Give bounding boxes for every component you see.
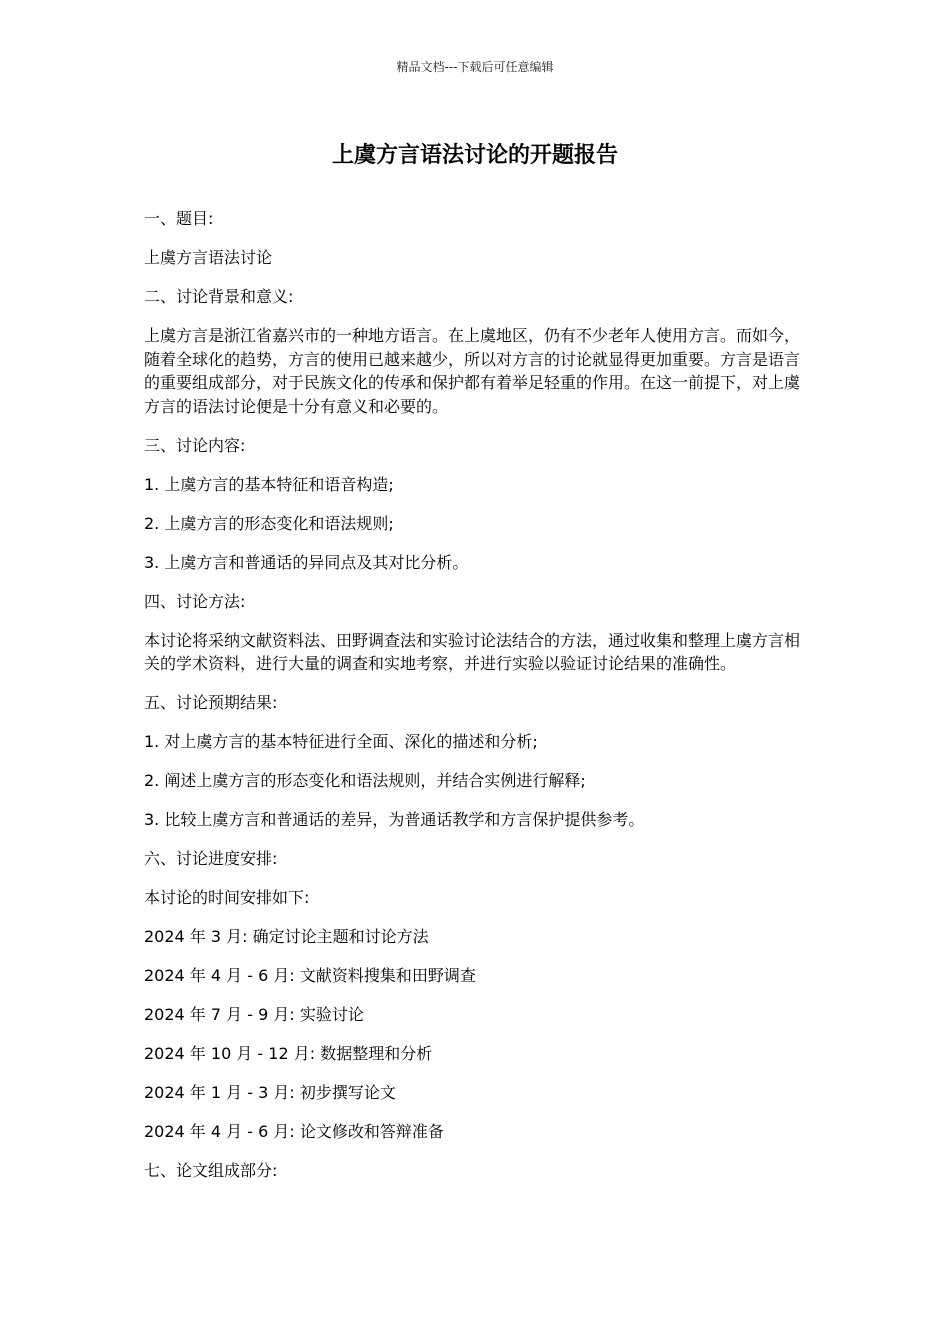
content-item: 2. 上虞方言的形态变化和语法规则; — [144, 513, 394, 533]
method-text: 本讨论将采纳文献资料法、田野调查法和实验讨论法结合的方法，通过收集和整理上虞方言相关的学术资料，进行大量的调查和实地考察，并进行实验以验证讨论结果的准确性。 — [144, 630, 801, 673]
section-heading-content: 三、讨论内容: — [144, 435, 246, 455]
schedule-item: 2024 年 4 月 - 6 月: 论文修改和答辩准备 — [144, 1122, 444, 1141]
section-heading-thesis-parts: 七、论文组成部分: — [144, 1161, 278, 1180]
schedule-intro: 本讨论的时间安排如下: — [144, 888, 310, 907]
section-heading-background: 二、讨论背景和意义: — [144, 287, 294, 306]
content-item: 3. 上虞方言和普通话的异同点及其对比分析。 — [144, 552, 469, 572]
document-body — [144, 207, 800, 1198]
schedule-item: 2024 年 7 月 - 9 月: 实验讨论 — [144, 1005, 364, 1024]
background-text: 上虞方言是浙江省嘉兴市的一种地方语言。在上虞地区，仍有不少老年人使用方言。而如今，随着全球化的趋势，方言的使用已越来越少，所以对方言的讨论就显得更加重要。方言是语言的重要组成部分，对于民族文化的传承和保护都有着举足轻重的作用。在这一前提下，对上虞方言的语法讨论便是十分有意义和必要的。 — [144, 326, 801, 416]
expected-result-item: 1. 对上虞方言的基本特征进行全面、深化的描述和分析; — [144, 732, 538, 751]
topic-text: 上虞方言语法讨论 — [144, 248, 273, 267]
schedule-item: 2024 年 1 月 - 3 月: 初步撰写论文 — [144, 1083, 396, 1102]
schedule-item: 2024 年 10 月 - 12 月: 数据整理和分析 — [144, 1044, 433, 1063]
content-item: 1. 上虞方言的基本特征和语音构造; — [144, 474, 394, 494]
section-heading-schedule: 六、讨论进度安排: — [144, 849, 278, 868]
section-heading-topic: 一、题目: — [144, 209, 214, 228]
section-heading-method: 四、讨论方法: — [144, 591, 246, 611]
schedule-item: 2024 年 3 月: 确定讨论主题和讨论方法 — [144, 927, 429, 946]
expected-result-item: 3. 比较上虞方言和普通话的差异，为普通话教学和方言保护提供参考。 — [144, 810, 645, 829]
header-note: 精品文档---下载后可任意编辑 — [396, 60, 554, 74]
expected-result-item: 2. 阐述上虞方言的形态变化和语法规则，并结合实例进行解释; — [144, 771, 586, 790]
document-title: 上虞方言语法讨论的开题报告 — [331, 143, 618, 168]
schedule-item: 2024 年 4 月 - 6 月: 文献资料搜集和田野调查 — [144, 966, 476, 985]
section-heading-expected-results: 五、讨论预期结果: — [144, 693, 278, 712]
